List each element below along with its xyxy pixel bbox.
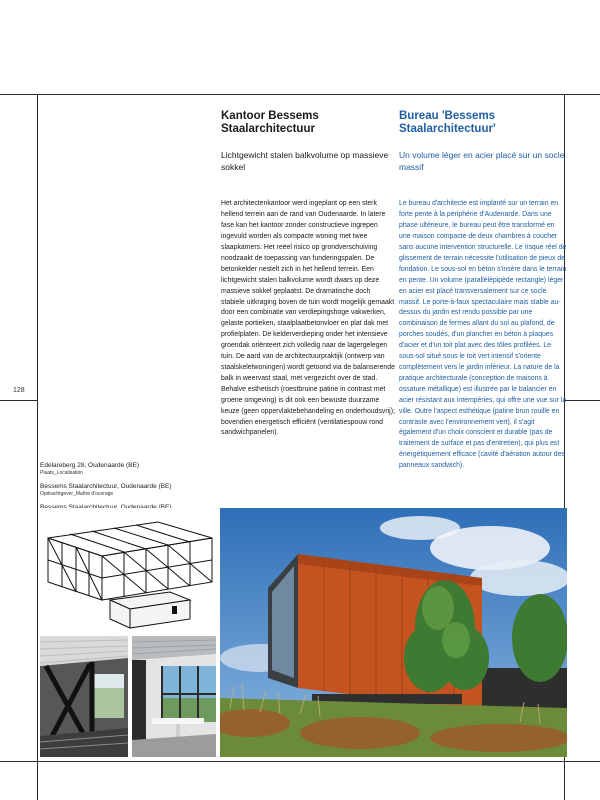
- dutch-title: Kantoor Bessems Staalarchitectuur: [221, 110, 319, 136]
- exterior-photo-svg: [220, 508, 567, 757]
- right-tab-rule: [564, 400, 600, 401]
- page-number-rule: [0, 400, 37, 401]
- meta-client-label: Opdrachtgever_Maître d'ouvrage: [40, 491, 114, 498]
- exterior-photo: [220, 508, 567, 757]
- french-body: Le bureau d'architecte est implanté sur un terrain en forte pente à la périphérie d'Audenarde. Dans une phase ultérieure, le bureau peut être transformé en une maison compacte de deux chambres à coucher sans aucune intervention structurelle. Le risque réel de glissement de terrain nécessite l'utilisation de pieux de fondation. Le sous-sol en béton s'insère dans le terrain en pente. Un volume (parallélépipède rectangle) léger en acier est placé transversalement sur ce socle massif. Le porte-à-faux spectaculaire mais stable au-dessus du jardin est rendu possible par une combinaison de fermes allant du sol au plafond, de porches soudés, d'un plancher en béton à plaques d'acier et d'un toit plat avec des tôles profilées. Le sous-sol situé sous le toit vert intensif s'oriente complètement vers le jardin inférieur. La nature de la pratique architecturale (conception de maisons à ossature métallique) est illustrée par le balancier en acier résistant aux intempéries, qui offre une vue sur la ville. Outre l'aspect esthétique (patine brun rouille en contraste avec l'environnement vert), il s'agit également d'un choix conscient et durable (pas de traitement de surface et pas d'entretien), qui plus est énergétiquement efficace (cavité d'aération autour des panneaux sandwich).: [399, 200, 567, 470]
- french-subtitle: Un volume léger en acier placé sur un socle massif: [399, 150, 565, 172]
- meta-location-label: Plaats_Localisation: [40, 470, 84, 477]
- dutch-subtitle: Lichtgewicht stalen balkvolume op massieve sokkel: [221, 150, 389, 172]
- top-rule: [0, 94, 600, 95]
- french-title: Bureau 'Bessems Staalarchitectuur': [399, 110, 496, 136]
- meta-location: [40, 462, 215, 477]
- meta-client: [40, 483, 215, 498]
- interior-photo-structure: [40, 636, 128, 757]
- meta-client-value: Bessems Staalarchitectuur, Oudenaarde (BE): [40, 482, 172, 490]
- page-number: 128: [13, 387, 25, 394]
- axonometric-drawing: [40, 508, 216, 631]
- dutch-column: [221, 110, 396, 439]
- left-margin-rule: [37, 94, 38, 800]
- interior-photo-office-svg: [132, 636, 216, 757]
- interior-photo-office: [132, 636, 216, 757]
- dutch-body: Het architectenkantoor werd ingeplant op een sterk hellend terrein aan de rand van Oudenaarde. In latere fase kan het kantoor zonder constructieve ingrepen ingevuld worden als compacte woning met twee slaapkamers. Het reëel risico op grondverschuiving noodzaakt de toepassing van funderingspalen. De betonkelder nestelt zich in het hellend terrein. Een lichtgewicht stalen balkvolume wordt dwars op deze massieve sokkel geplaatst. De dramatische doch stabiele uitkraging boven de tuin wordt mogelijk gemaakt door een combinatie van verdiepingshoge vakwerken, gelaste portieken, staalplaatbetonvloer en plat dak met profielplaten. De kelderverdieping onder het intensieve groendak oriënteert zich volledig naar de lagergelegen tuin. De aard van de architectuurpraktijk (ontwerp van staalskeletwoningen) wordt getoond via de balanserende balk in weervast staal, met vergezicht over de stad. Behalve esthetisch (roestbruine patine in contrast met groene omgeving) is dit ook een bewuste duurzame keuze (geen oppervlaktebehandeling en onderhoudsvrij); bovendien energetisch efficiënt (ventilatiespouw rond sandwichpanelen).: [221, 200, 395, 437]
- french-column: [399, 110, 567, 472]
- interior-photo-structure-svg: [40, 636, 128, 757]
- meta-location-value: Edelareberg 28, Oudenaarde (BE): [40, 462, 140, 469]
- axonometric-drawing-svg: [40, 508, 216, 631]
- bottom-rule: [0, 761, 600, 762]
